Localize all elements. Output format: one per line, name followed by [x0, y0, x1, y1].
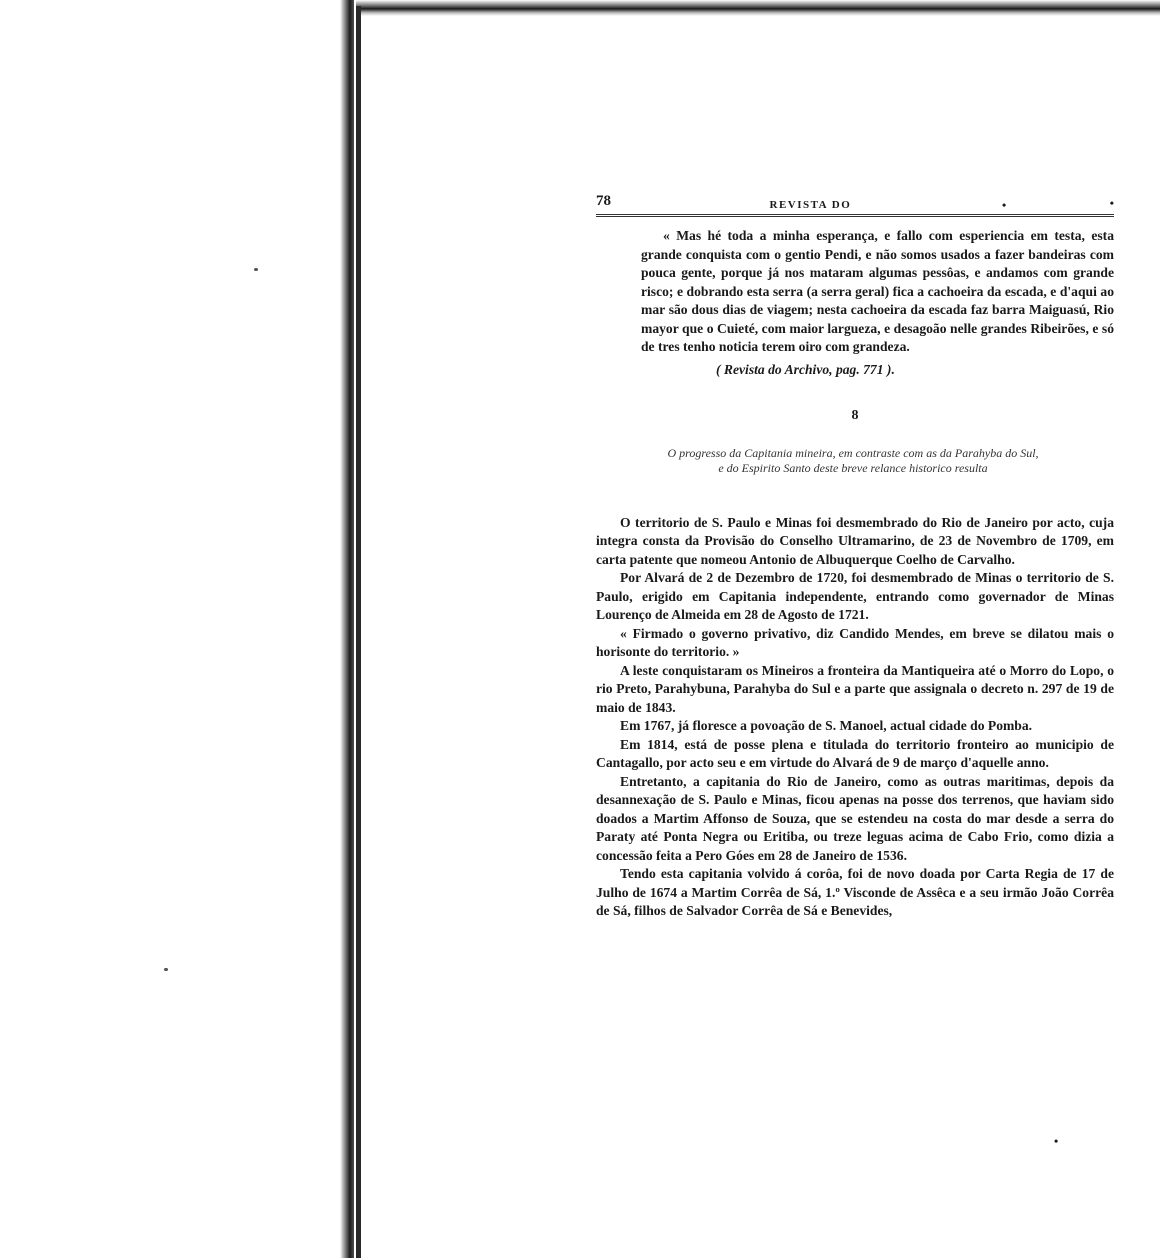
- header-mark: •: [1109, 196, 1114, 210]
- summary-line: O progresso da Capitania mineira, em contraste com as da Parahyba do Sul,: [667, 445, 1039, 460]
- section-number: 8: [851, 408, 859, 423]
- body-paragraph: A leste conquistaram os Mineiros a fronteira da Mantiqueira até o Morro do Lopo, o rio Preto, Parahybuna, Parahyba do Sul e a parte que assignala o decreto n. 297 de 19 de maio de 1843.: [596, 662, 1114, 715]
- page-header: [596, 192, 1114, 217]
- section-summary: [596, 446, 1114, 476]
- body-paragraph: Em 1814, está de posse plena e titulada do territorio fronteiro ao municipio de Cantagallo, por acto seu e em virtude do Alvará de 9 de março d'aquelle anno.: [596, 736, 1114, 770]
- summary-line: e do Espirito Santo deste breve relance historico resulta: [718, 460, 988, 475]
- footer-mark: •: [1054, 1134, 1059, 1148]
- page-inner-edge: [356, 6, 361, 1258]
- quote-citation: ( Revista do Archivo, pag. 771 ).: [716, 361, 895, 377]
- scan-speck: [254, 268, 258, 271]
- running-title: REVISTA DO: [769, 199, 852, 211]
- book-page: [596, 192, 1114, 921]
- body-text: [596, 514, 1114, 921]
- block-quote: [641, 227, 1114, 379]
- body-paragraph: Por Alvará de 2 de Dezembro de 1720, foi desmembrado de Minas o territorio de S. Paulo, erigido em Capitania independente, entrando como governador de Minas Lourenço de Almeida em 28 de Agosto de 1721.: [596, 570, 1114, 622]
- body-paragraph: O territorio de S. Paulo e Minas foi desmembrado do Rio de Janeiro por acto, cuja integra consta da Provisão do Conselho Ultramarino, de 23 de Novembro de 1709, em carta patente que nomeou Antonio de Albuquerque Coelho de Carvalho.: [596, 514, 1114, 567]
- quote-paragraph: « Mas hé toda a minha esperança, e fallo com esperiencia em testa, esta grande conquista com o gentio Pendi, e não somos usados a fazer bandeiras com pouca gente, porque já nos mataram algumas pessôas, e andamos com grande risco; e dobrando esta serra (a serra geral) fica a cachoeira da escada, e d'aqui ao mar são dous dias de viagem; nesta cachoeira da escada faz barra Maiguasú, Rio mayor que o Cuieté, com maior largueza, e desagoão nelle grandes Ribeirões, e só de tres tenho noticia terem oiro com grandeza.: [641, 228, 1114, 354]
- scan-speck: [164, 968, 168, 971]
- body-paragraph: Em 1767, já floresce a povoação de S. Manoel, actual cidade do Pomba.: [620, 718, 1033, 733]
- header-mark: •: [1002, 198, 1007, 212]
- page-number: 78: [596, 193, 611, 209]
- body-paragraph: Entretanto, a capitania do Rio de Janeiro, como as outras maritimas, depois da desannexação de S. Paulo e Minas, ficou apenas na posse dos terrenos, que haviam sido doados a Martim Affonso de Souza, que se estendeu na costa do mar desde a serra do Paraty até Ponta Negra ou Eritiba, ou treze leguas acima de Cabo Frio, como dizia a concessão feita a Pero Góes em 28 de Janeiro de 1536.: [596, 773, 1114, 863]
- page-top-edge: [356, 0, 1160, 16]
- body-paragraph: Tendo esta capitania volvido á corôa, foi de novo doada por Carta Regia de 17 de Julho de 1674 a Martim Corrêa de Sá, 1.º Visconde de Assêca e a seu irmão João Corrêa de Sá, filhos de Salvador Corrêa de Sá e Benevides,: [596, 866, 1114, 918]
- book-spine-shadow: [340, 0, 354, 1258]
- body-paragraph: « Firmado o governo privativo, diz Candido Mendes, em breve se dilatou mais o horisonte do territorio. »: [596, 625, 1114, 659]
